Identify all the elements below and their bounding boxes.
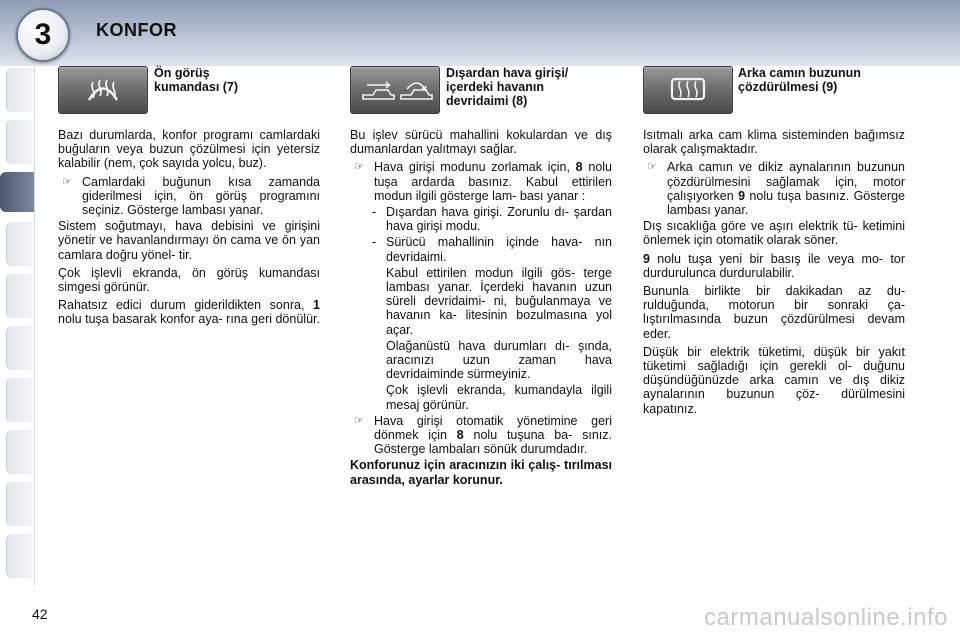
bullet-item bbox=[350, 414, 612, 457]
key-number: 9 bbox=[738, 188, 746, 203]
bold-note: Konforunuz için aracınızın iki çalış- tırılması arasında, ayarlar korunur. bbox=[350, 458, 612, 487]
chapter-tab[interactable] bbox=[6, 430, 33, 474]
section-title-front-defrost bbox=[154, 66, 284, 94]
sub-item-text: Dışardan hava girişi. Zorunlu dı- şardan hava girişi modu. bbox=[386, 205, 612, 234]
sub-item-text: Sürücü mahallinin içinde hava- nın devridaimi. bbox=[386, 235, 612, 264]
dash-marker: - bbox=[372, 235, 377, 250]
section-title-line: Dışardan hava girişi/ bbox=[446, 66, 569, 80]
chapter-tab[interactable] bbox=[6, 274, 33, 318]
text-run: nolu tuşa basarak konfor aya- rına geri dönülür. bbox=[58, 312, 320, 327]
paragraph: Bu işlev sürücü mahallini kokulardan ve dış dumanlardan yalıtmayı sağlar. bbox=[350, 128, 612, 157]
section-title-rear-defrost bbox=[738, 66, 908, 94]
text-run: Hava girişi modunu zorlamak için, bbox=[374, 160, 576, 175]
paragraph bbox=[58, 298, 320, 326]
sub-item bbox=[350, 235, 612, 263]
chapter-tab[interactable] bbox=[6, 120, 33, 164]
text-run: Arka camın ve dikiz aynalarının buzunun çözdürülmesini sağlamak için, motor çalışıyorken bbox=[667, 160, 905, 203]
sub-item bbox=[350, 205, 612, 233]
bullet-text: Camlardaki buğunun kısa zamanda giderilmesi için, ön görüş programını seçiniz. Gösterge lambası yanar. bbox=[82, 174, 320, 218]
bullet-item bbox=[58, 175, 320, 218]
bullet-item bbox=[643, 160, 905, 217]
section-title-line: Arka camın buzunun bbox=[738, 66, 861, 80]
pointing-hand-icon: ☞ bbox=[354, 161, 364, 174]
dash-marker: - bbox=[372, 205, 377, 220]
pointing-hand-icon: ☞ bbox=[62, 175, 72, 188]
bullet-item bbox=[350, 160, 612, 203]
paragraph: Sistem soğutmayı, hava debisini ve girişini yönetir ve havanlandırmayı ön cama ve ön yan camlara doğru yönel- tir. bbox=[58, 219, 320, 262]
section-title-line: çözdürülmesi (9) bbox=[738, 80, 838, 94]
chapter-number: 3 bbox=[34, 18, 52, 51]
chapter-header bbox=[0, 0, 960, 66]
pointing-hand-icon: ☞ bbox=[354, 414, 364, 427]
page-number: 42 bbox=[32, 606, 48, 622]
section-title-line: devridaimi (8) bbox=[446, 94, 528, 108]
front-defrost-icon bbox=[58, 66, 148, 114]
chapter-tab[interactable] bbox=[6, 534, 33, 578]
text-run: Hava girişi otomatik yönetimine geri dönmek için bbox=[374, 413, 612, 443]
paragraph: Çok işlevli ekranda, ön görüş kumandası simgesi görünür. bbox=[58, 265, 320, 295]
section-body-rear-defrost bbox=[643, 128, 905, 420]
section-title-line: içerdeki havanın bbox=[446, 80, 544, 94]
paragraph: Bununla birlikte bir dakikadan az du- rulduğunda, motorun bir sonraki ça- lıştırılmasında buzun çözdürülmesi devam eder. bbox=[643, 284, 905, 341]
sub-item-continuation: Kabul ettirilen modun ilgili gös- terge lambası yanar. İçerdeki havanın uzun süreli devridaimi- ni, buğulanmaya ve havanın ka- litesinin bozulmasına yol açar. bbox=[386, 265, 612, 337]
text-run: nolu tuşa basınız. Gösterge lambası yanar. bbox=[667, 188, 905, 218]
watermark: carmanualsonline.info bbox=[704, 604, 948, 631]
paragraph: Isıtmalı arka cam klima sisteminden bağımsız olarak çalışmaktadır. bbox=[643, 128, 905, 157]
section-body-air-recirculation bbox=[350, 128, 612, 491]
chapter-tab[interactable] bbox=[6, 378, 33, 422]
key-number: 1 bbox=[313, 298, 320, 313]
rear-defrost-icon bbox=[643, 66, 733, 114]
air-recirculation-icon bbox=[350, 66, 440, 114]
key-number: 8 bbox=[456, 428, 464, 443]
chapter-tab[interactable] bbox=[6, 326, 33, 370]
section-title-line: Ön görüş bbox=[154, 66, 210, 80]
sub-item-continuation: Çok işlevli ekranda, kumandayla ilgili mesaj görünür. bbox=[386, 383, 612, 412]
chapter-tabs bbox=[0, 66, 34, 586]
text-run: nolu tuşuna ba- sınız. Gösterge lambaları sönük durumdadır. bbox=[374, 428, 612, 457]
paragraph: Dış sıcaklığa göre ve aşırı elektrik tü- ketimini önlemek için otomatik olarak söner. bbox=[643, 219, 905, 248]
section-body-front-defrost bbox=[58, 128, 320, 331]
pointing-hand-icon: ☞ bbox=[647, 161, 657, 174]
chapter-number-badge bbox=[16, 8, 70, 62]
section-title-air-recirculation bbox=[446, 66, 616, 108]
text-run: nolu tuşa ardarda basınız. Kabul ettirilen modun ilgili gösterge lam- bası yanar : bbox=[374, 160, 612, 203]
chapter-tab[interactable] bbox=[6, 68, 33, 112]
text-run: Rahatsız edici durum giderildikten sonra, bbox=[58, 298, 314, 313]
chapter-title: KONFOR bbox=[96, 20, 177, 40]
key-number: 9 bbox=[643, 251, 650, 266]
page-divider bbox=[34, 66, 35, 586]
sub-item-continuation: Olağanüstü hava durumları dı- şında, aracınızı uzun zaman hava devridaiminde sürmeyiniz. bbox=[386, 338, 612, 382]
chapter-tab[interactable] bbox=[6, 482, 33, 526]
paragraph: Bazı durumlarda, konfor programı camlardaki buğuların veya buzun çözülmesi için yetersiz kalabilir (nem, çok sayıda yolcu, buz). bbox=[58, 128, 320, 171]
chapter-tab-active[interactable] bbox=[0, 172, 34, 212]
section-title-line: kumandası (7) bbox=[154, 80, 239, 94]
paragraph bbox=[643, 252, 905, 280]
chapter-tab[interactable] bbox=[6, 222, 33, 266]
text-run: nolu tuşa yeni bir basış ile veya mo- tor durdurulunca durdurulabilir. bbox=[643, 251, 905, 280]
key-number: 8 bbox=[575, 160, 583, 175]
paragraph: Düşük bir elektrik tüketimi, düşük bir yakıt tüketimi sağladığı için gerekli ol- duğunu düşündüğünüzde arka camın ve dış dikiz aynalarının buzunun çöz- dürülmesini kapatınız. bbox=[643, 344, 905, 416]
